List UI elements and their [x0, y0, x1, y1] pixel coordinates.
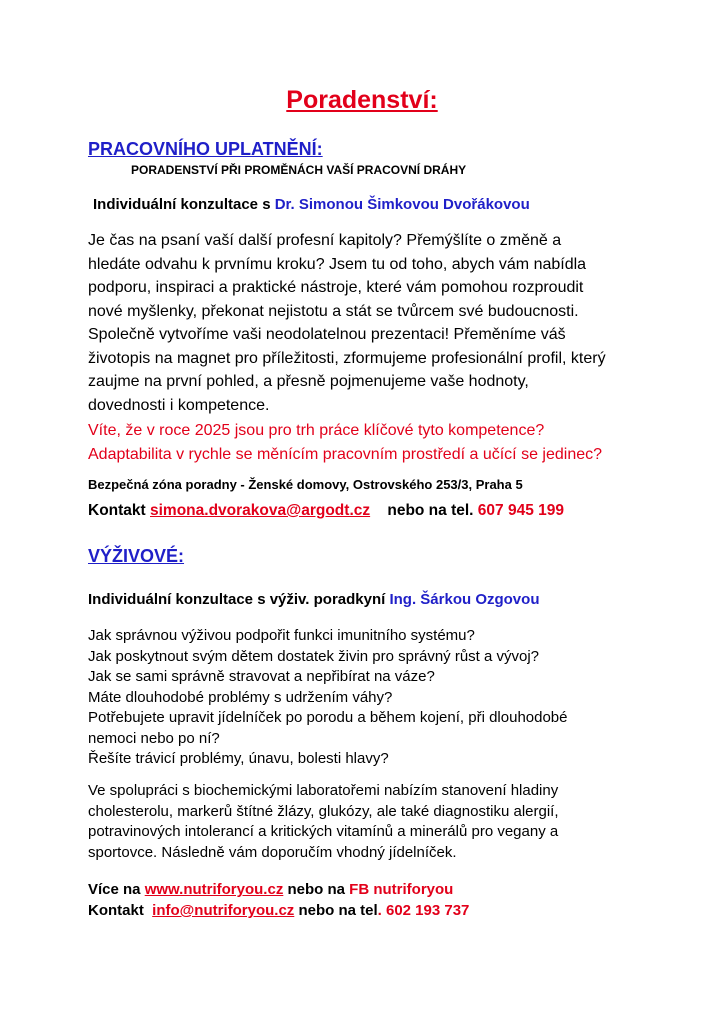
page-title: Poradenství:: [286, 86, 438, 114]
question-line: Jak správnou výživou podpořit funkci imunitního systému?: [88, 627, 475, 644]
career-email-link[interactable]: simona.dvorakova@argodt.cz: [150, 502, 371, 519]
career-paragraph: [88, 229, 648, 417]
nutrition-phone: 602 193 737: [381, 902, 470, 919]
contact-label: Kontakt: [88, 902, 153, 919]
career-subheading: PORADENSTVÍ PŘI PROMĚNÁCH VAŠÍ PRACOVNÍ DRÁHY: [131, 163, 467, 177]
consultant-name: Dr. Simonou Šimkovou Dvořákovou: [274, 196, 530, 213]
more-label: Více na: [88, 881, 145, 898]
contact-dot: .: [377, 902, 382, 919]
nutritionist-name: Ing. Šárkou Ozgovou: [389, 591, 540, 608]
highlight-line: Víte, že v roce 2025 jsou pro trh práce klíčové tyto kompetence?: [88, 422, 545, 439]
website-link[interactable]: www.nutriforyou.cz: [144, 881, 284, 898]
highlight-line: Adaptabilita v rychle se měnícím pracovním prostředí a učící se jedinec?: [88, 445, 603, 463]
question-line: Potřebujete upravit jídelníček po porodu a během kojení, při dlouhodobé: [88, 709, 568, 726]
nutrition-paragraph: [88, 781, 648, 863]
paragraph-line: Je čas na psaní vaší další profesní kapitoly? Přemýšlíte o změně a: [88, 232, 562, 249]
paragraph-line: dovednosti i kompetence.: [88, 396, 270, 414]
question-line: Jak poskytnout svým dětem dostatek živin pro správný růst a vývoj?: [88, 647, 540, 665]
contact-label: Kontakt: [88, 502, 150, 519]
consult-prefix: Individuální konzultace s výživ. poradkyní: [88, 591, 390, 608]
more-mid: nebo na: [283, 881, 350, 898]
question-line: Máte dlouhodobé problémy s udržením váhy?: [88, 688, 393, 706]
paragraph-line: podporu, inspiraci a praktické nástroje, které vám pomohou rozproudit: [88, 279, 584, 296]
paragraph-line: nové myšlenky, překonat nejistotu a stát se tvůrcem své budoucnosti.: [88, 302, 579, 320]
consult-prefix: Individuální konzultace s: [93, 196, 275, 213]
question-line: nemoci nebo po ní?: [88, 729, 220, 747]
office-address: Bezpečná zóna poradny - Ženské domovy, Ostrovského 253/3, Praha 5: [88, 477, 523, 492]
facebook-link[interactable]: FB nutriforyou: [349, 881, 454, 898]
paragraph-line: hledáte odvahu k prvnímu kroku? Jsem tu od toho, abych vám nabídla: [88, 255, 587, 273]
paragraph-line: životopis na magnet pro příležitosti, zformujeme profesionální profil, který: [88, 349, 606, 367]
paragraph-line: Společně vytvoříme vaši neodolatelnou prezentaci! Přeměníme váš: [88, 326, 566, 343]
question-line: Jak se sami správně stravovat a nepřibírat na váze?: [88, 668, 435, 685]
contact-mid: nebo na tel: [294, 902, 378, 919]
nutrition-email-link[interactable]: info@nutriforyou.cz: [152, 902, 295, 919]
phone-label: nebo na tel.: [370, 502, 478, 519]
question-line: Řešíte trávicí problémy, únavu, bolesti hlavy?: [88, 750, 389, 767]
section-heading-career: PRACOVNÍHO UPLATNĚNÍ:: [88, 139, 323, 159]
paragraph-line: sportovce. Následně vám doporučím vhodný jídelníček.: [88, 843, 457, 861]
nutrition-questions: [88, 626, 648, 770]
paragraph-line: cholesterolu, markerů štítné žlázy, glukózy, ale také diagnostiku alergií,: [88, 802, 559, 820]
career-consultation-line: [93, 196, 530, 213]
career-phone: 607 945 199: [477, 502, 564, 519]
nutrition-contact-line: [88, 902, 469, 919]
paragraph-line: potravinových intolerancí a kritických vitamínů a minerálů pro vegany a: [88, 823, 559, 840]
career-highlight: [88, 419, 648, 466]
paragraph-line: Ve spolupráci s biochemickými laboratořemi nabízím stanovení hladiny: [88, 782, 559, 799]
section-heading-nutrition: VÝŽIVOVÉ:: [88, 546, 185, 566]
nutrition-more-line: [88, 881, 453, 898]
career-contact: [88, 502, 564, 520]
paragraph-line: zaujme na první pohled, a přesně pojmenujeme vaše hodnoty,: [88, 373, 529, 390]
nutrition-consultation-line: [88, 591, 539, 608]
